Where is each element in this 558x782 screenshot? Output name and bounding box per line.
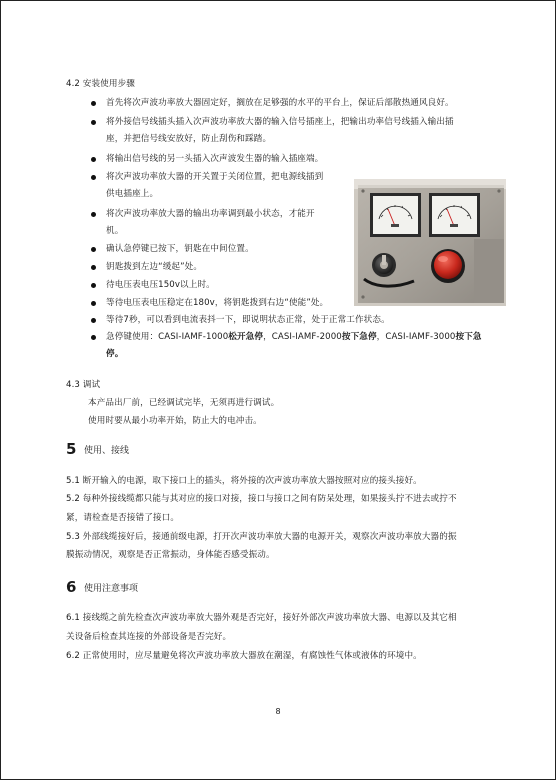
section-4-2-heading: 4.2 安装使用步骤 (66, 79, 135, 89)
step-3-text: 将输出信号线的另一头插入次声波发生器的输入插座端。 (106, 154, 324, 164)
bullet (91, 101, 96, 106)
section-5-title: 使用、接线 (84, 446, 130, 456)
estop-press-label-1: 按下急停 (341, 332, 377, 342)
step-11-line-1 (106, 331, 482, 343)
step-4-line-2: 供电插座上。 (106, 189, 159, 199)
estop-model-1: 急停键使用：CASI-IAMF-1000 (106, 332, 229, 342)
section-6-number: 6 (66, 578, 77, 596)
para-6-1-line-1: 6.1 接线缆之前先检查次声波功率放大器外观是否完好，接好外部次声波功率放大器、电源以及其它相 (66, 613, 457, 623)
bullet (91, 212, 96, 217)
debug-line-2: 使用时要从最小功率开始，防止大的电冲击。 (88, 416, 262, 426)
section-5-number: 5 (66, 440, 77, 458)
page-number: 8 (275, 707, 281, 716)
bullet (91, 265, 96, 270)
step-7-text: 钥匙拨到左边“缓起”处。 (106, 262, 203, 272)
bullet (91, 318, 96, 323)
para-5-3-line-2: 膜振动情况，观察是否正常振动，身体能否感受振动。 (66, 550, 275, 560)
step-2-line-1: 将外接信号线插头插入次声波功率放大器的输入信号插座上，把输出功率信号线插入输出插 (106, 117, 454, 127)
para-6-1-line-2: 关设备后检查其连接的外部设备是否完好。 (66, 632, 232, 642)
estop-model-3: ，CASI-IAMF-3000 (376, 332, 456, 342)
para-5-2-line-2: 紧，请检查是否接错了接口。 (66, 513, 180, 523)
section-4-3-heading: 4.3 调试 (66, 380, 101, 390)
debug-line-1: 本产品出厂前，已经调试完毕，无须再进行调试。 (88, 398, 280, 408)
bullet (91, 120, 96, 125)
step-9-text: 等待电压表电压稳定在180v，将钥匙拨到右边“使能”处。 (106, 298, 329, 308)
amplifier-panel-photo (354, 179, 506, 306)
para-5-2-line-1: 5.2 每种外接线缆都只能与其对应的接口对接，接口与接口之间有防呆处理，如果接头拧不进去或拧不 (66, 494, 457, 504)
bullet (91, 283, 96, 288)
step-8-text: 待电压表电压150v以上时。 (106, 280, 215, 290)
para-6-2: 6.2 正常使用时，应尽量避免将次声波功率放大器放在潮湿，有腐蚀性气体或液体的环境中。 (66, 651, 422, 661)
estop-model-2: ，CASI-IAMF-2000 (263, 332, 342, 342)
bullet (91, 175, 96, 180)
step-1-text: 首先将次声波功率放大器固定好，搁放在足够强的水平的平台上，保证后部散热通风良好。 (106, 98, 454, 108)
step-2-line-2: 座，并把信号线安放好，防止刮伤和踩踏。 (106, 134, 272, 144)
bullet (91, 247, 96, 252)
bullet (91, 335, 96, 340)
step-5-line-1: 将次声波功率放大器的输出功率调到最小状态，才能开 (106, 209, 315, 219)
step-5-line-2: 机。 (106, 226, 124, 236)
step-10-text: 等待7秒，可以看到电流表抖一下，即说明状态正常，处于正常工作状态。 (106, 315, 390, 325)
estop-release-label: 松开急停 (228, 332, 264, 342)
bullet (91, 301, 96, 306)
para-5-1: 5.1 断开输入的电源，取下接口上的插头，将外接的次声波功率放大器按照对应的接头接好。 (66, 476, 422, 486)
section-6-title: 使用注意事项 (84, 584, 139, 594)
bullet (91, 157, 96, 162)
step-4-line-1: 将次声波功率放大器的开关置于关闭位置，把电源线插到 (106, 172, 324, 182)
step-6-text: 确认急停键已按下，钥匙在中间位置。 (106, 244, 254, 254)
estop-press-label-2: 按下急 (455, 332, 482, 342)
para-5-3-line-1: 5.3 外部线缆接好后，接通前级电源，打开次声波功率放大器的电源开关，观察次声波功率放大器的振 (66, 532, 457, 542)
step-11-line-2: 停。 (106, 349, 124, 359)
